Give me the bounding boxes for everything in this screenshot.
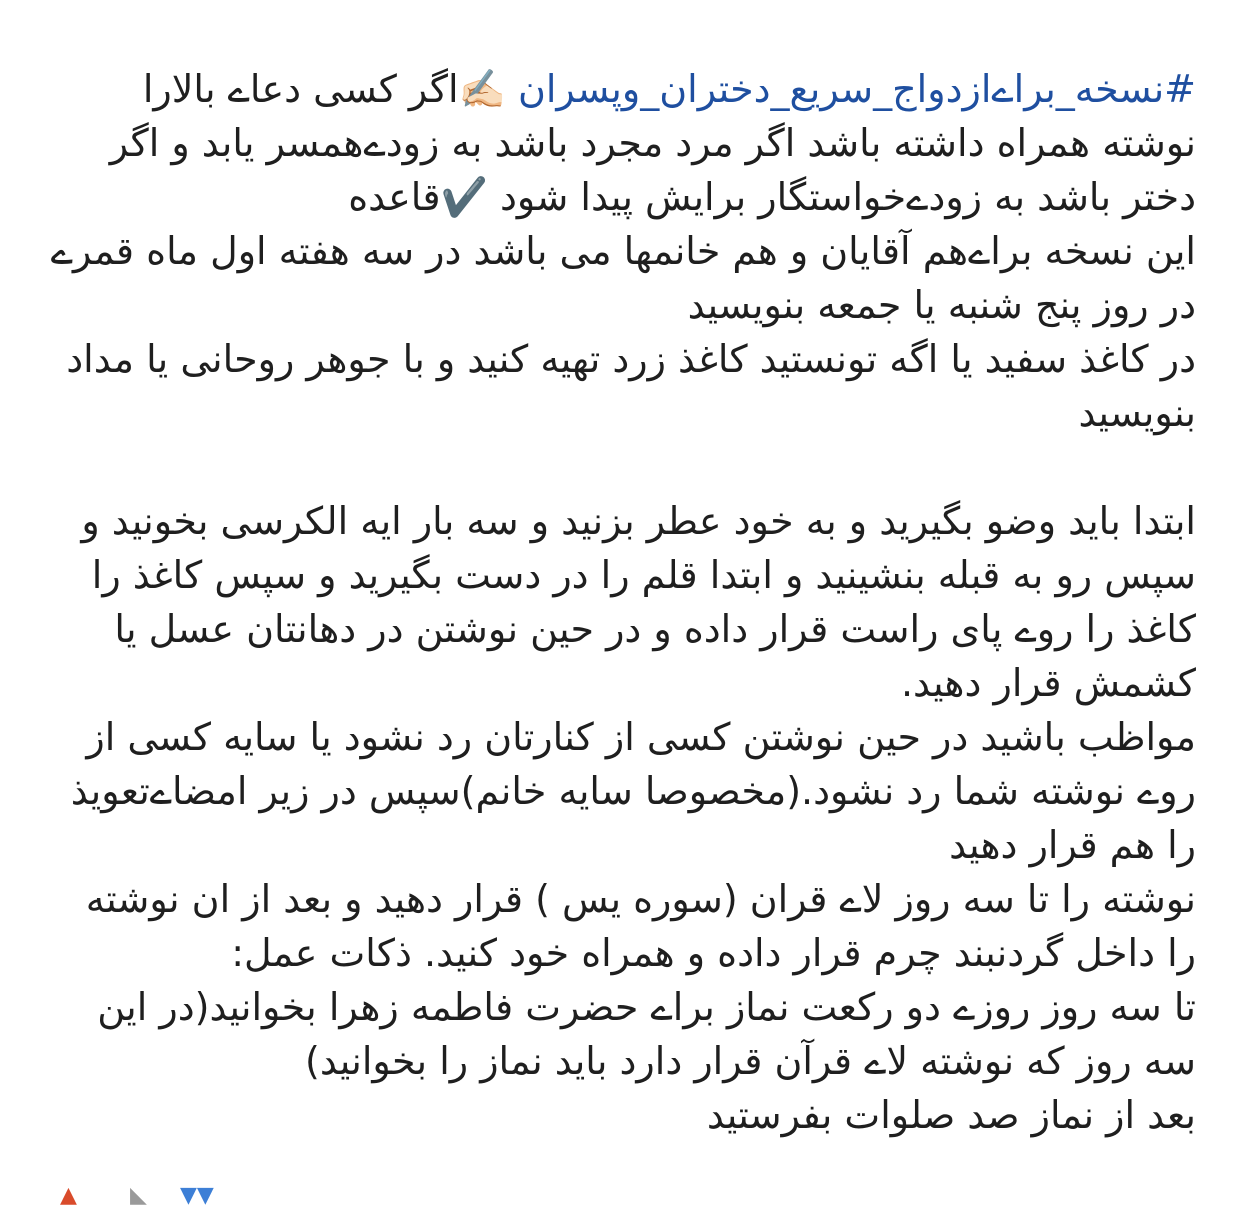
paragraph-placement: کاغذ را روے پای راست قرار داده و در حین نوشتن در دهانتان عسل یا کشمش قرار دهید. <box>114 607 1196 705</box>
cropped-emoji-row-top <box>600 0 750 6</box>
grey-emoji-fragment: ◣ <box>130 1183 147 1208</box>
paragraph-caution: مواظب باشید در حین نوشتن کسی از کنارتان رد نشود یا سایه کسی از روے نوشته شما رد نشود.(مخصوصا سایه خانم)سپس در زیر امضاےتعویذ را هم قرار دهید <box>70 715 1196 867</box>
blue-butterfly-emoji-fragment: ▼▼ <box>180 1183 214 1208</box>
post-intro <box>46 62 1196 224</box>
writing-hand-emoji: ✍🏻 <box>458 67 506 111</box>
rule-label: قاعده <box>348 175 441 219</box>
intro-text: اگر کسی دعاے بالارا نوشته همراه داشته باشد اگر مرد مجرد باشد به زودےهمسر یابد و اگر دختر باشد به زودےخواستگار برایش پیدا شود <box>109 67 1196 219</box>
paragraph-prayer: تا سه روز روزے دو رکعت نماز براے حضرت فاطمه زهرا بخوانید(در این سه روز که نوشته لاے قرآن قرار دارد باید نماز را بخوانید) <box>97 985 1196 1083</box>
paragraph-quran: نوشته را تا سه روز لاے قران (سوره یس ) قرار دهید و بعد از ان نوشته را داخل گردنبند چرم قرار داده و همراه خود کنید. ذکات عمل: <box>85 877 1196 975</box>
cropped-emoji-row-bottom <box>60 1183 280 1208</box>
paragraph-timing: این نسخه براےهم آقایان و هم خانمها می باشد در سه هفته اول ماه قمرے در روز پنج شنبه یا جمعه بنویسید <box>50 229 1196 327</box>
red-emoji-fragment: ▲ <box>60 1183 77 1208</box>
blank-line <box>46 440 1196 494</box>
check-mark-emoji: ✔️ <box>440 175 488 219</box>
paragraph-salawat: بعد از نماز صد صلوات بفرستید <box>706 1093 1196 1137</box>
paragraph-paper: در کاغذ سفید یا اگه تونستید کاغذ زرد تهیه کنید و با جوهر روحانی یا مداد بنویسید <box>66 337 1196 435</box>
post-message-body <box>46 62 1196 1142</box>
hashtag-link[interactable]: #نسخه_براےازدواج_سریع_دختران_وپسران <box>517 67 1196 111</box>
paragraph-ablution: ابتدا باید وضو بگیرید و به خود عطر بزنید و سه بار ایه الکرسی بخونید و سپس رو به قبله بنشینید و ابتدا قلم را در دست بگیرید و سپس کاغذ را <box>81 499 1196 597</box>
